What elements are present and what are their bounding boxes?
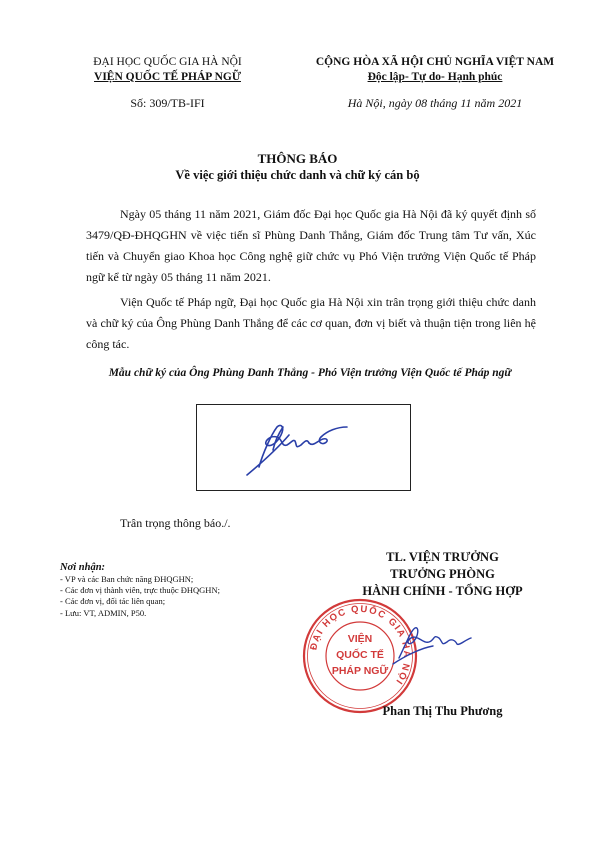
recipients-heading: Nơi nhận: — [60, 562, 106, 573]
seal-center-line-3: PHÁP NGỮ — [331, 665, 389, 677]
place-date: Hà Nội, ngày 08 tháng 11 năm 2021 — [347, 96, 523, 110]
signature-sample-caption: Mẫu chữ ký của Ông Phùng Danh Thắng - Phó Viện trưởng Viện Quốc tế Pháp ngữ — [108, 367, 512, 379]
signatory-titles — [335, 549, 550, 600]
national-motto-header — [285, 55, 585, 85]
body-paragraph-1: Ngày 05 tháng 11 năm 2021, Giám đốc Đại học Quốc gia Hà Nội đã ký quyết định số 3479/QĐ-ĐHQGHN về việc tiến sĩ Phùng Danh Thắng, Giám đốc Trung tâm Tư vấn, Xúc tiến và Chuyển giao Khoa học Công nghệ giữ chức vụ Phó Viện trưởng Viện Quốc tế Pháp ngữ kể từ ngày 05 tháng 11 năm 2021. — [86, 207, 536, 284]
country-name: CỘNG HÒA XÃ HỘI CHỦ NGHĨA VIỆT NAM — [315, 56, 555, 68]
seal-center-line-1: VIỆN — [347, 633, 373, 645]
document-number: Số: 309/TB-IFI — [130, 96, 205, 110]
signatory-line-3: HÀNH CHÍNH - TỔNG HỢP — [362, 584, 523, 598]
institute-name: VIỆN QUỐC TẾ PHÁP NGỮ — [94, 71, 241, 83]
university-name: ĐẠI HỌC QUỐC GIA HÀ NỘI — [93, 56, 242, 68]
seal-center-line-2: QUỐC TẾ — [336, 649, 384, 661]
signatory-line-2: TRƯỞNG PHÒNG — [390, 567, 495, 581]
signatory-signature-image — [385, 616, 505, 676]
body-paragraph-2: Viện Quốc tế Pháp ngữ, Đại học Quốc gia Hà Nội xin trân trọng giới thiệu chức danh và chữ ký của Ông Phùng Danh Thắng để các cơ quan, đơn vị biết và thuận tiện trong liên hệ công tác. — [86, 295, 536, 351]
document-subject: Về việc giới thiệu chức danh và chữ ký cán bộ — [175, 168, 420, 182]
signatory-name: Phan Thị Thu Phương — [382, 704, 503, 718]
signature-sample-box — [196, 404, 411, 491]
closing-line: Trân trọng thông báo./. — [120, 516, 231, 530]
signatory-signature — [385, 616, 505, 676]
recipient-item: - Các đơn vị thành viên, trực thuộc ĐHQGHN; — [60, 585, 220, 596]
agency-header — [60, 55, 275, 85]
seal-ring-text: ĐẠI HỌC QUỐC GIA HÀ NỘI — [308, 603, 413, 688]
document-title: THÔNG BÁO — [257, 151, 338, 166]
recipient-item: - Các đơn vị, đối tác liên quan; — [60, 596, 166, 607]
signature-sample-image — [197, 405, 410, 490]
motto: Độc lập- Tự do- Hạnh phúc — [367, 71, 503, 83]
signatory-line-1: TL. VIỆN TRƯỞNG — [386, 550, 499, 564]
recipients-block — [60, 562, 310, 619]
recipient-item: - Lưu: VT, ADMIN, P50. — [60, 607, 147, 618]
recipient-item: - VP và các Ban chức năng ĐHQGHN; — [60, 574, 194, 584]
